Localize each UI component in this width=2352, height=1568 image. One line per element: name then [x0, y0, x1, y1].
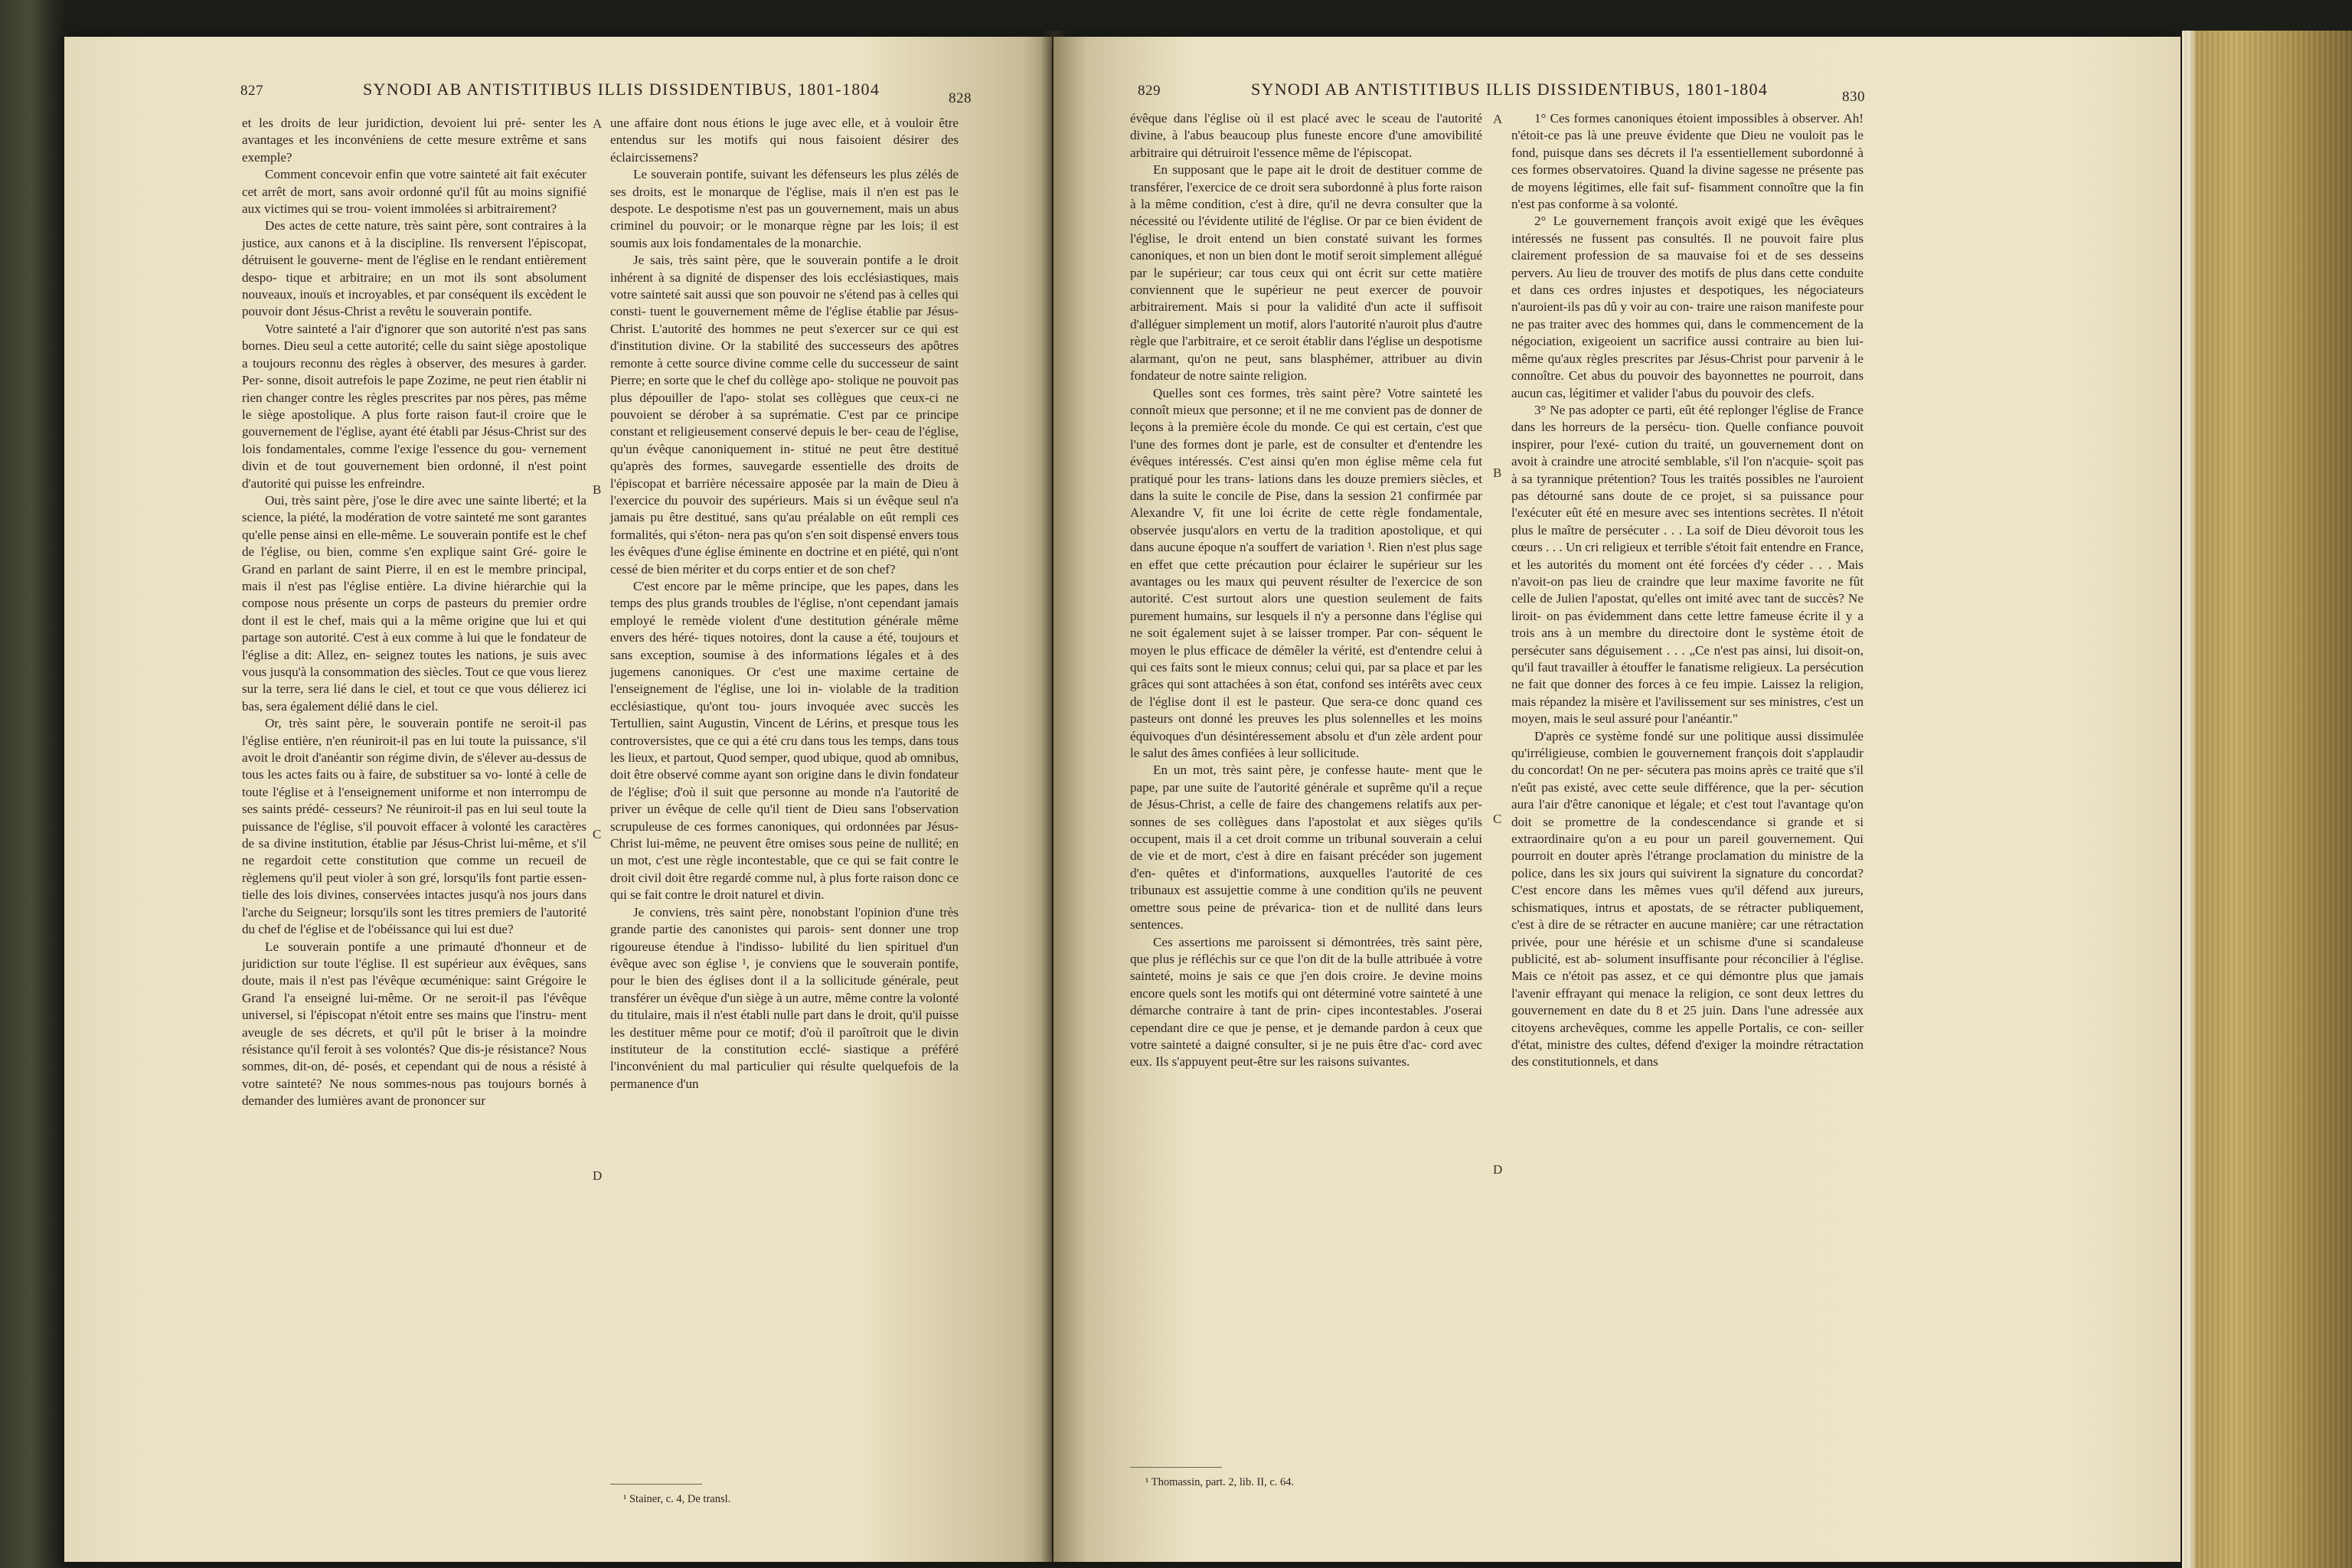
margin-letter: D — [1493, 1162, 1503, 1177]
margin-letter: A — [1493, 112, 1503, 126]
header-title: SYNODI AB ANTISTITIBUS ILLIS DISSIDENTIBUS, 1801-1804 — [1251, 80, 1769, 99]
paragraph: une affaire dont nous étions le juge avec elle, et à vouloir être entendus sur les motifs qui nous faisoient désirer des éclaircissemens? — [610, 116, 959, 165]
paragraph: D'après ce système fondé sur une politique aussi dissimulée qu'irréligieuse, combien le gouvernement françois doit s'applaudir du concordat! On ne per- sécutera pas moins après ce traité que s'il n'eût pas existé, avec cette seule différence, que la per- sécution aura l'air d'être canonique et légale; et c'est tout l'avantage qu'on doit se promettre de la condescendance si grande et si extraordinaire qu'on a eu pour un pareil gouvernement. Qui pourroit en douter après l'étrange proclamation du ministre de la police, dans les six jours qui suivirent la signature du concordat? C'est encore dans les mêmes vues qu'il défend aux jureurs, schismatiques, intrus et apostats, de se rétracter publiquement, c'est à dire de se rétracter en aucune manière; car une rétractation privée, pour une hérésie et un schisme d'une si scandaleuse publicité, est ab- solument insuffisante pour réconcilier à l'église. Mais ce n'étoit pas assez, et ce qui démontre plus que jamais l'avenir effrayant qui menace la religion, ce sont deux lettres du gouvernement en date du 8 et 25 juin. Dans l'une adressée aux citoyens archevêques, comme les appelle Portalis, ce con- seiller d'état, ministre des cultes, défend d'exiger la moindre rétractation des constitutionnels, et dans — [1511, 728, 1864, 1070]
paragraph: En supposant que le pape ait le droit de destituer comme de transférer, l'exercice de ce droit sera subordonné à plus forte raison à la même condition, c'est à dire, qu'il ne devra consulter que la nécessité ou l'évidente utilité de l'église. Or par ce bien évident de l'église, le droit entend un bien constaté suivant les formes canoniques, et non un bien dont le motif seroit simplement allégué par le supérieur; car tous ceux qui ont écrit sur cette matière conviennent que le supérieur ne peut exercer de pouvoir arbitrairement. Mais si pour la validité d'un acte il suffisoit d'alléguer simplement un motif, alors l'autorité n'auroit plus d'autre règle que l'arbitraire, et ce seroit établir dans l'église un despotisme alarmant, qu'on ne peut, sans blasphémer, attribuer au divin fondateur de notre sainte religion. — [1130, 162, 1482, 384]
footnote: ¹ Thomassin, part. 2, lib. II, c. 64. — [1145, 1476, 1295, 1488]
paragraph: Le souverain pontife, suivant les défenseurs les plus zélés de ses droits, est le monarque de l'église, mais il n'en est pas le despote. Le despotisme n'est pas un gouvernement, mais un abus criminel du pouvoir; or le monarque règne par les lois; il est soumis aux lois fondamentales de la monarchie. — [610, 167, 959, 250]
margin-letter: C — [1493, 812, 1502, 826]
paragraph: Je sais, très saint père, que le souverain pontife a le droit inhérent à sa dignité de dispenser des lois ecclésiastiques, mais votre sainteté sait aussi que son pouvoir ne s'étend pas à celles qui consti- tuent le gouvernement même de l'église établie par Jésus-Christ. L'autorité des hommes ne peut s'exercer sur ce qui est d'institution divine. Or la stabilité des successeurs des apôtres remonte à cette source divine comme celle du successeur de saint Pierre; en sorte que le chef du collège apo- stolique ne pouvoit pas plus dépouiller de l'apo- stolat ses collègues que ceux-ci ne pouvoient se dérober à sa suprématie. C'est par ce principe constant et religieusement conservé depuis le ber- ceau de l'église, qu'un évêque canoniquement in- stitué ne peut être destitué qu'après des formes, sauvegarde essentielle des droits de l'épiscopat et barrière nécessaire apposée par la main de Dieu à l'exercice du pouvoir des supérieurs. Mais si un évêque seul n'a jamais pu être destitué, sans qu'au préalable on eût rempli ces formalités, qui s'éton- nera pas qu'on s'en soit dispensé envers tous les évêques d'une église éminente en doctrine et en piété, qui n'ont cessé de bien mériter et du corps entier et de son chef? — [610, 253, 959, 577]
running-header-right — [1054, 60, 2180, 106]
text-column-right — [610, 115, 959, 1093]
paragraph: 1° Ces formes canoniques étoient impossibles à observer. Ah! n'étoit-ce pas là une preuve évidente que Dieu ne vouloit pas le fond, puisque dans ses décrets il l'a essentiellement subordonné à ces formes observatoires. Quand la divine sagesse ne présente pas de moyens légitimes, elle fait suf- fisamment connoître que la fin n'est pas conforme à sa volonté. — [1511, 111, 1864, 212]
paragraph: Votre sainteté a l'air d'ignorer que son autorité n'est pas sans bornes. Dieu seul a cette autorité; celle du saint siège apostolique a toujours reconnu des règles à observer, des mesures à garder. Per- sonne, disoit autrefois le pape Zozime, ne peut rien établir ni rien changer contre les règles prescrites par nos pères, pas même le siège apostolique. A plus forte raison faut-il croire que le gouvernement de l'église, ayant été établi par Jésus-Christ sur des lois fondamentales, comme l'exige l'essence du gou- vernement divin et de tout gouvernement bien ordonné, il n'est point d'autorité qui puisse les enfreindre. — [242, 321, 586, 491]
paragraph: évêque dans l'église où il est placé avec le sceau de l'autorité divine, à l'abus beaucoup plus funeste encore d'une amovibilité arbitraire qui détruiroit l'essence même de l'épiscopat. — [1130, 111, 1482, 160]
left-page — [64, 37, 1052, 1562]
running-header-left — [64, 60, 1052, 106]
header-title: SYNODI AB ANTISTITIBUS ILLIS DISSIDENTIBUS, 1801-1804 — [363, 80, 880, 99]
paragraph: Le souverain pontife a une primauté d'honneur et de juridiction sur toute l'église. Il est supérieur aux évêques, sans doute, mais il n'est pas l'évêque œcuménique: saint Grégoire le Grand l'a enseigné lui-même. Or ne seroit-il pas l'évêque universel, si l'épiscopat n'étoit entre ses mains que l'instru- ment aveugle de ses décrets, et qu'il pût le briser à la moindre résistance qu'il feroit à ses volontés? Que dis-je résistance? Nous sommes, dit-on, dé- posés, et cependant qui de nous a résisté à votre sainteté? Ne nous sommes-nous pas toujours bornés à demander des lumières avant de prononcer sur — [242, 939, 586, 1109]
paragraph: En un mot, très saint père, je confesse haute- ment que le pape, par une suite de l'autorité générale et suprême qu'il a reçue de Jésus-Christ, a celle de faire des changemens relatifs aux per- sonnes de ses collègues dans l'apostolat et aux sièges qu'ils occupent, mais il a cet droit comme un tribunal souverain a celui de vie et de mort, c'est à dire en faisant précéder son jugement d'en- quêtes et d'informations, auxquelles l'autorité de ces tribunaux est assujettie comme à une condition qu'ils ne peuvent omettre sous peine de prévarica- tion et de nullité dans leurs sentences. — [1130, 763, 1482, 933]
margin-letter: D — [593, 1168, 603, 1183]
footnote: ¹ Stainer, c. 4, De transl. — [623, 1493, 731, 1505]
paragraph: 2° Le gouvernement françois avoit exigé que les évêques intéressés ne fussent pas consultés. Il ne pouvoit faire plus clairement profession de sa mauvaise foi et de ses desseins pervers. Au lieu de trouver des motifs de plus dans cette conduite et dans ces ordres injustes et despotiques, les négociateurs n'auroient-ils pas dû y voir au con- traire une raison manifeste pour ne pas traiter avec des hommes qui, dans le commencement de la négociation, exigeoient un sacrifice aussi contraire au bien lui-même qu'aux règles prescrites par Jésus-Christ pour parvenir à le connoître. Cet abus du pouvoir des bayonnettes ne pourroit, dans aucun cas, légitimer et valider l'abus du pouvoir des clefs. — [1511, 214, 1864, 400]
paragraph: Je conviens, très saint père, nonobstant l'opinion d'une très grande partie des canonistes qui parois- sent donner une trop rigoureuse étendue à l'indisso- lubilité du lien spirituel d'un évêque avec son église ¹, je conviens que le souverain pontife, pour le bien des églises dont il a la sollicitude générale, peut transférer un évêque d'un siège à un autre, même contre la volonté du titulaire, mais il n'est établi nulle part dans le droit, qu'il puisse les destituer même pour ce motif; d'où il paroîtroit que le divin instituteur de la constitution ecclé- siastique a préféré l'inconvénient du mal particulier qui résulte quelquefois de la permanence d'un — [610, 904, 959, 1091]
paragraph: Des actes de cette nature, très saint père, sont contraires à la justice, aux canons et à la discipline. Ils renversent l'épiscopat, détruisent le gouverne- ment de l'église en le rendant entièrement despo- tique et arbitraire; en un mot ils sont absolument nouveaux, inouïs et incroyables, et par conséquent ils excèdent le pouvoir dont Jésus-Christ a revêtu le souverain pontife. — [242, 218, 586, 319]
margin-letter: A — [593, 116, 603, 131]
page-number: 828 — [949, 90, 972, 106]
paragraph: Or, très saint père, le souverain pontife ne seroit-il pas l'église entière, n'en réuniroit-il pas en lui toute la puissance, s'il avoit le droit d'anéantir son régime divin, de s'élever au-dessus de tous les actes faits ou à faire, de substituer sa vo- lonté à celle de toute l'église et à l'enseignement uniforme et non interrompu de ses saints prédé- cesseurs? Ne réuniroit-il pas en lui seul toute la puissance de l'église, s'il pouvoit effacer à volonté les caractères de sa divine institution, établie par Jésus-Christ lui-même, et s'il ne regardoit cette constitution que comme un recueil de règlemens qu'il peut violer à son gré, lorsqu'ils font partie essen- tielle des lois divines, conservées intactes jusqu'à nos jours dans l'arche du Seigneur; lorsqu'ils sont les titres premiers de l'autorité du chef de l'église et de l'obéissance qui lui est due? — [242, 716, 586, 937]
paragraph: Quelles sont ces formes, très saint père? Votre sainteté les connoît mieux que personne; et il ne me convient pas de donner de leçons à la première école du monde. Ce qui est certain, c'est que l'une des formes dont je parle, est de consulter et d'entendre les évêques intéressés. C'est ainsi qu'en mon église même cela fut pratiqué pour les trans- lations dans les douze premiers siècles, et dans la suite le concile de Pise, dans la session 21 confirmée par Alexandre V, fit une loi écrite de cette règle fondamentale, observée jusqu'alors en vertu de la tradition apostolique, et qui dans aucune époque n'a souffert de variation ¹. Rien n'est plus sage en effet que cette précaution pour éclairer le supérieur sur les avantages ou les maux qui peuvent résulter de l'exercice de son autorité. C'est surtout alors une question seulement de faits purement humains, sur lesquels il n'y a personne dans l'église qui ne soit également sujet à se laisser tromper. Par con- séquent le moyen le plus efficace de démêler la vérité, est d'entendre celui à qui ces faits sont le mieux connus; celui qui, par sa place et par les grâces qui sont attachées à son état, confond ses intérêts avec ceux de l'église dont il est le pasteur. Que sera-ce donc quand ces pasteurs ont donné les preuves les plus solennelles et les moins équivoques d'un désintéressement absolu et d'un zèle ardent pour le salut des âmes confiées à leur sollicitude. — [1130, 385, 1482, 761]
text-column-left — [1130, 110, 1482, 1071]
page-number: 827 — [240, 83, 263, 99]
margin-letter: B — [593, 482, 602, 497]
margin-letter: B — [1493, 466, 1502, 480]
paragraph: Ces assertions me paroissent si démontrées, très saint père, que plus je réfléchis sur ce que l'on dit de la bulle attribuée à votre sainteté, moins je sais ce que j'en dois croire. Je devine moins encore quels sont les motifs qui ont déterminé votre sainteté à une démarche contraire à tant de prin- cipes incontestables. J'oserai cependant dire ce que je pense, et je demande pardon à ceux que votre sainteté a daigné consulter, si je ne puis être d'ac- cord avec eux. Ils s'appuyent peut-être sur les raisons suivantes. — [1130, 934, 1482, 1070]
paragraph: 3° Ne pas adopter ce parti, eût été replonger l'église de France dans les horreurs de la persécu- tion. Quelle confiance pouvoit inspirer, pour l'exé- cution du traité, un gouvernement dont on avoit à craindre une atrocité semblable, s'il l'on n'acquie- sçoit pas à sa tyrannique prétention? Tous les traités possibles ne l'auroient pas détourné sans doute de ce projet, si sa puissance pour l'exécuter eût été en mesure avec ses intentions secrètes. Il n'étoit plus le maître de persécuter . . . La soif de Dieu dévoroit tous les cœurs . . . Un cri religieux et terrible s'étoit fait entendre en France, et les autorités du moment ont été forcées d'y céder . . . Mais n'avoit-on pas lieu de craindre que leur maxime favorite ne fût celle de Julien l'apostat, qu'elles ont imité avec tant de succès? Ne liroit- on pas évidemment dans cette lettre fameuse écrite il y a trois ans à un membre du directoire dont le système étoit de persécuter sans déguisement . . . „Ce n'est pas ainsi, lui disoit-on, qu'il faut travailler à étouffer le fanatisme religieux. La persécution ne fait que donner des forces à ce feu impie. Laissez la religion, mais répandez la misère et l'avilissement sur ses ministres, c'est un moyen, mais le seul assuré pour l'anéantir." — [1511, 402, 1864, 727]
paragraph: C'est encore par le même principe, que les papes, dans les temps des plus grands troubles de l'église, n'ont cependant jamais employé le remède violent d'une destitution générale même envers des héré- tiques notoires, dont la cause a été, toujours et sans exception, soumise à des informations légales et à des jugemens canoniques. Or c'est une maxime certaine de l'enseignement de l'église, une loi in- violable de la tradition ecclésiastique, qu'ont tou- jours invoquée avec succès les Tertullien, saint Augustin, Vincent de Lérins, et presque tous les controversistes, que ce qui a été cru dans tous les temps, dans tous les lieux, et partout, Quod semper, quod ubique, quod ab omnibus, doit être observé comme ayant son origine dans le divin fondateur de l'église; d'où il suit que personne au monde n'a l'autorité de priver un évêque de celle qu'il tient de Dieu sans l'observation scrupuleuse de ces formes canoniques, qui ordonnées par Jésus-Christ lui-même, ne peuvent être omises sous peine de nullité; en un mot, c'est une règle incontestable, que ce qui se fait contre le droit civil doit être regardé comme nul, à plus forte raison donc ce qui se fait contre le droit naturel et divin. — [610, 578, 959, 903]
footnote-rule — [1130, 1467, 1222, 1468]
paragraph: Oui, très saint père, j'ose le dire avec une sainte liberté; et la science, la piété, la modération de votre sainteté me sont garantes qu'elle pense ainsi en elle-même. Le souverain pontife est le chef de l'église, ou bien, comme s'en explique saint Gré- goire le Grand en parlant de saint Pierre, il en est le membre principal, mais il n'est pas l'église entière. La divine hiérarchie qui la compose nous présente un corps de pasteurs du premier ordre dont il est le chef, mais qui a la même origine que lui et qui partage son autorité. C'est à eux comme à lui que le fondateur de l'église a dit: Allez, en- seignez toutes les nations, je suis avec vous jusqu'à la consommation des siècles. Tout ce que vous lierez sur la terre, sera lié dans le ciel, et tout ce que vous délierez ici bas, sera également délié dans le ciel. — [242, 492, 586, 714]
page-number: 829 — [1138, 83, 1161, 99]
margin-letter: C — [593, 827, 602, 841]
text-column-left — [242, 115, 586, 1110]
page-number: 830 — [1842, 89, 1865, 105]
paragraph: et les droits de leur juridiction, devoient lui pré- senter les avantages et les inconvéniens de cette mesure extrême et sans exemple? — [242, 116, 586, 165]
paragraph: Comment concevoir enfin que votre sainteté ait fait exécuter cet arrêt de mort, sans avoir ordonné qu'il fût au moins signifié aux victimes qui se trou- voient immolées si arbitrairement? — [242, 167, 586, 217]
footnote-rule — [610, 1484, 702, 1485]
right-page — [1054, 37, 2180, 1562]
book-cover-edge — [2182, 31, 2352, 1568]
text-column-right — [1511, 110, 1864, 1071]
